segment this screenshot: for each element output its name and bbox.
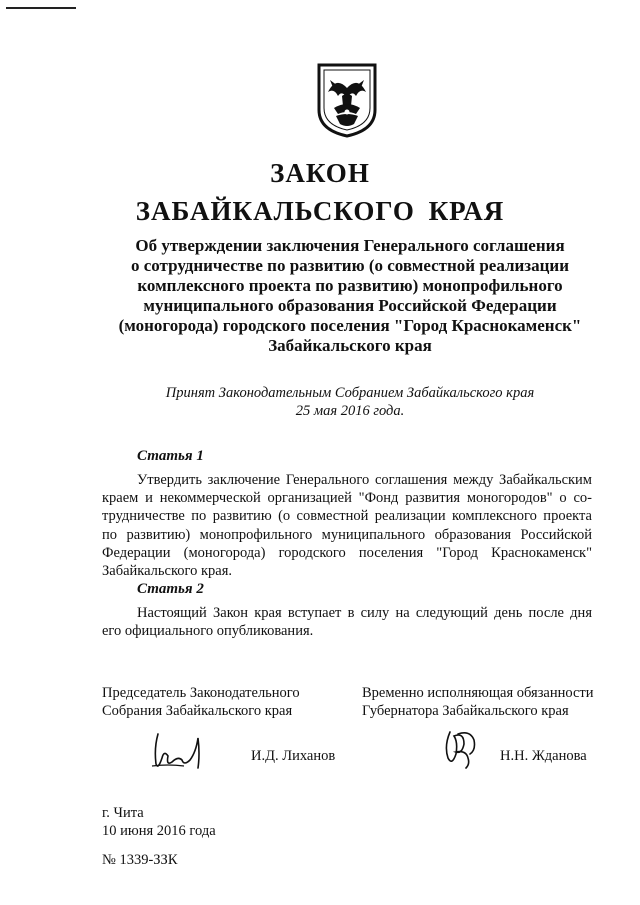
subject-line: комплексного проекта по развитию) монопрофильного bbox=[137, 276, 563, 295]
subject-line: (моногорода) городского поселения "Город Краснокаменск" bbox=[118, 316, 582, 335]
position-line: Председатель Законодательного bbox=[102, 685, 300, 701]
place-and-date bbox=[102, 804, 216, 840]
signing-date: 10 июня 2016 года bbox=[102, 823, 216, 839]
text-line: Настоящий Закон края вступает в силу на следующий день после дня bbox=[137, 605, 592, 621]
subject-line: муниципального образования Российской Федерации bbox=[143, 296, 557, 315]
text-line: трудничестве по развитию (о совместной реализации комплексного проекта bbox=[102, 508, 592, 525]
text-line: Забайкальского края. bbox=[102, 563, 232, 580]
adoption-note bbox=[70, 384, 630, 420]
subject-line: о сотрудничестве по развитию (о совместной реализации bbox=[130, 256, 570, 275]
subject-line: Забайкальского края bbox=[268, 336, 432, 355]
article-1-title: Статья 1 bbox=[137, 448, 204, 464]
text-line: по развитию) монопрофильного муниципального образования Российской bbox=[102, 526, 592, 543]
text-line: краем и некоммерческой организацией "Фонд развития моногородов" о со- bbox=[102, 490, 592, 507]
subject-line: Об утверждении заключения Генерального соглашения bbox=[135, 236, 565, 255]
adoption-date: 25 мая 2016 года. bbox=[295, 403, 405, 419]
document-title: ЗАКОН bbox=[270, 158, 370, 188]
article-2-title: Статья 2 bbox=[137, 581, 204, 597]
article-2-text bbox=[102, 604, 592, 640]
position-line: Собрания Забайкальского края bbox=[102, 703, 293, 719]
document-issuer: ЗАБАЙКАЛЬСКОГО КРАЯ bbox=[135, 196, 505, 226]
right-signatory-position bbox=[362, 684, 594, 720]
city: г. Чита bbox=[102, 805, 144, 821]
coat-of-arms-icon bbox=[316, 62, 378, 138]
text-line: Федерации (моногорода) городского поселения "Город Краснокаменск" bbox=[102, 544, 592, 561]
text-line: Утвердить заключение Генерального соглашения между Забайкальским bbox=[137, 472, 592, 488]
left-signatory-name: И.Д. Лиханов bbox=[251, 748, 336, 764]
handwritten-signature-right bbox=[440, 728, 480, 770]
law-subject bbox=[70, 236, 630, 356]
adoption-body: Принят Законодательным Собранием Забайкальского края bbox=[165, 385, 535, 401]
article-1-text bbox=[102, 471, 592, 580]
left-signatory-position bbox=[102, 684, 300, 720]
handwritten-signature-left bbox=[148, 728, 210, 772]
position-line: Губернатора Забайкальского края bbox=[362, 703, 569, 719]
right-signatory-name: Н.Н. Жданова bbox=[500, 748, 587, 764]
scan-artifact-line bbox=[6, 7, 76, 9]
position-line: Временно исполняющая обязанности bbox=[362, 685, 594, 701]
text-line: его официального опубликования. bbox=[102, 623, 314, 640]
law-number: № 1339-ЗЗК bbox=[102, 852, 178, 868]
